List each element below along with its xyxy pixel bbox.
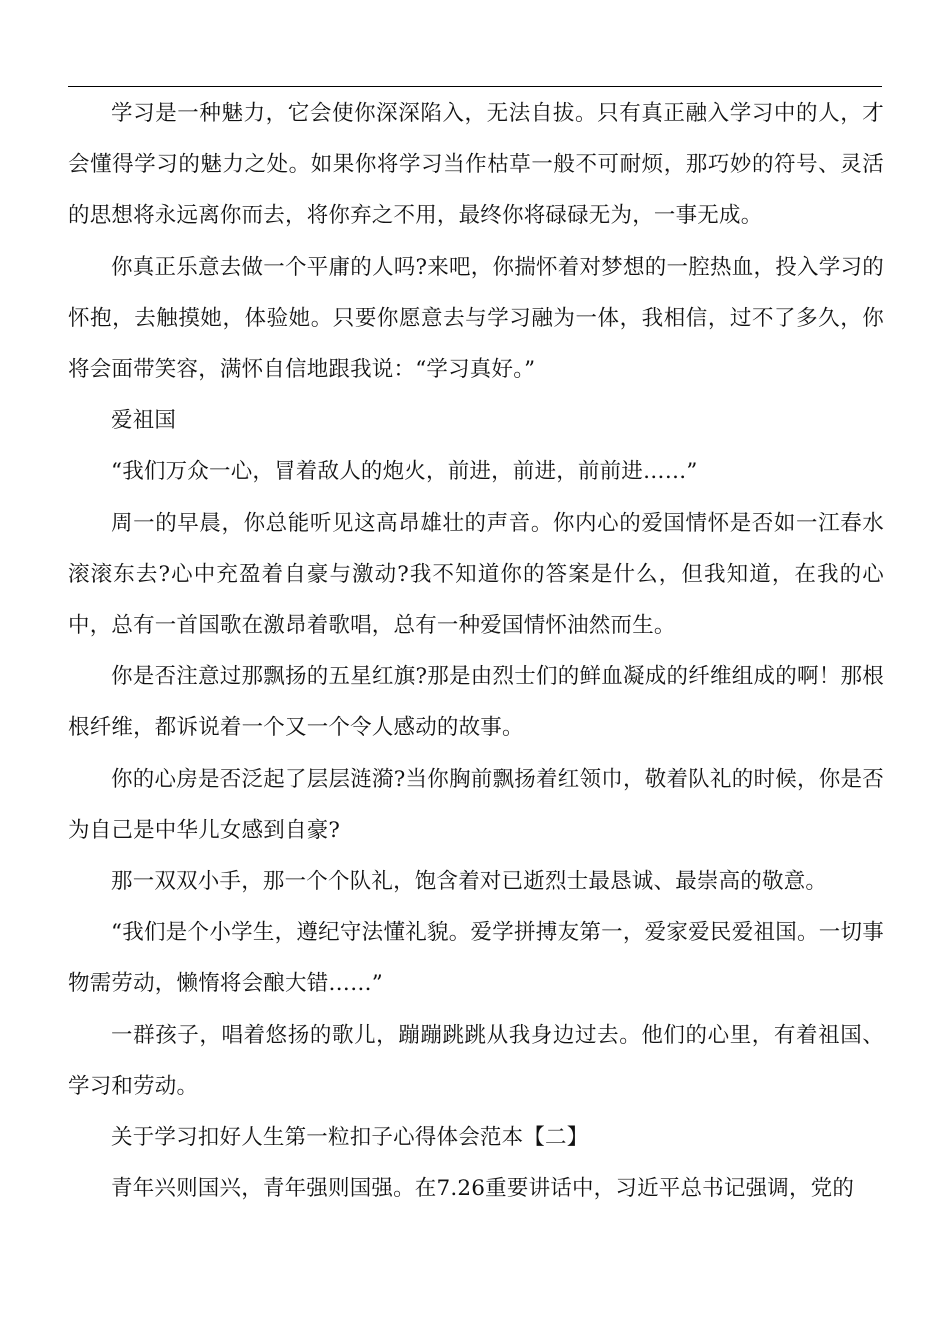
- section-heading-sample-two: 关于学习扣好人生第一粒扣子心得体会范本【二】: [111, 1125, 589, 1151]
- paragraph-red-scarf: 你的心房是否泛起了层层涟漪?当你胸前飘扬着红领巾，敬着队礼的时候，你是否为自己是中华儿女感到自豪?: [68, 766, 884, 843]
- paragraph-student-song: “我们是个小学生，遵纪守法懂礼貌。爱学拼搏友第一，爱家爱民爱祖国。一切事物需劳动，懒惰将会酿大错……”: [68, 920, 884, 997]
- paragraph-red-flag: 你是否注意过那飘扬的五星红旗?那是由烈士们的鲜血凝成的纤维组成的啊！那根根纤维，都诉说着一个又一个令人感动的故事。: [68, 664, 884, 741]
- document-body: [68, 88, 884, 1214]
- paragraph-children: 一群孩子，唱着悠扬的歌儿，蹦蹦跳跳从我身边过去。他们的心里，有着祖国、学习和劳动。: [68, 1022, 884, 1099]
- paragraph-youth: 青年兴则国兴，青年强则国强。在7.26重要讲话中，习近平总书记强调，党的: [111, 1176, 855, 1202]
- section-heading-love-motherland: 爱祖国: [111, 408, 177, 434]
- paragraph-study-charm: 学习是一种魅力，它会使你深深陷入，无法自拔。只有真正融入学习中的人，才会懂得学习的魅力之处。如果你将学习当作枯草一般不可耐烦，那巧妙的符号、灵活的思想将永远离你而去，将你弃之不用，最终你将碌碌无为，一事无成。: [68, 101, 884, 229]
- header-rule: [68, 86, 882, 87]
- paragraph-anthem-quote: “我们万众一心，冒着敌人的炮火，前进，前进，前前进……”: [111, 459, 698, 485]
- paragraph-monday-morning: 周一的早晨，你总能听见这高昂雄壮的声音。你内心的爱国情怀是否如一江春水滚滚东去?心中充盈着自豪与激动?我不知道你的答案是什么，但我知道，在我的心中，总有一首国歌在激昂着歌唱，总有一种爱国情怀油然而生。: [68, 510, 884, 639]
- paragraph-study-invitation: 你真正乐意去做一个平庸的人吗?来吧，你揣怀着对梦想的一腔热血，投入学习的怀抱，去触摸她，体验她。只要你愿意去与学习融为一体，我相信，过不了多久，你将会面带笑容，满怀自信地跟我说：“学习真好。”: [68, 254, 884, 383]
- paragraph-salute: 那一双双小手，那一个个队礼，饱含着对已逝烈士最恳诚、最崇高的敬意。: [111, 869, 828, 895]
